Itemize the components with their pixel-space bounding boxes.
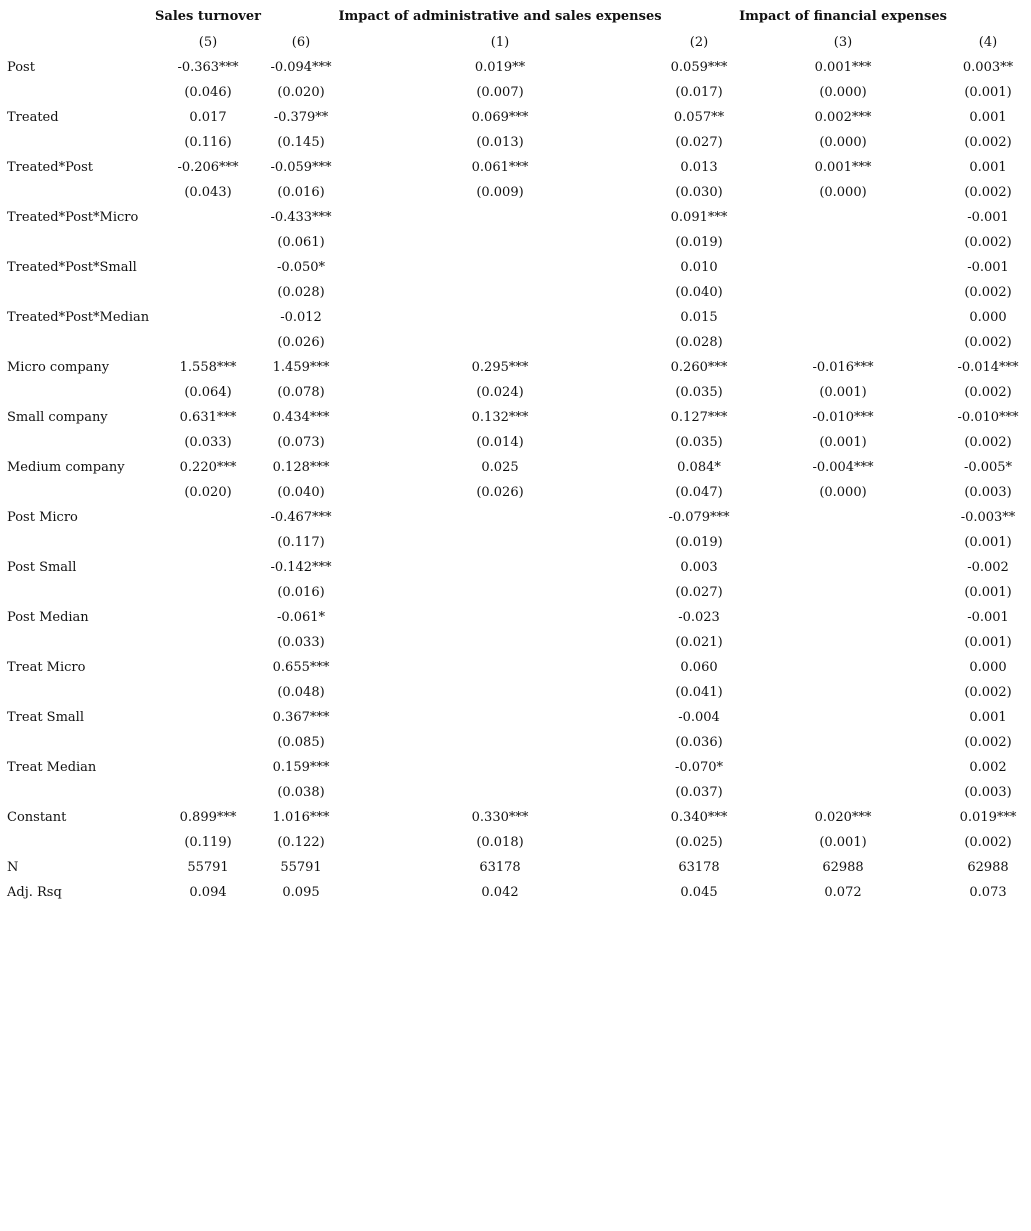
- row-label: Constant: [7, 810, 67, 825]
- table-cell: 0.899***: [179, 810, 237, 825]
- row-label: Post Small: [7, 560, 77, 575]
- table-cell: (0.016): [277, 185, 325, 200]
- table-row-se: [0, 780, 1031, 805]
- table-cell: (0.000): [819, 85, 867, 100]
- table-row: [0, 255, 1031, 280]
- table-cell: 0.001: [969, 110, 1007, 125]
- table-cell: (0.061): [277, 235, 325, 250]
- table-cell: 0.003: [680, 560, 718, 575]
- table-cell: -0.079***: [668, 510, 730, 525]
- table-cell: 0.020***: [814, 810, 872, 825]
- table-row-se: [0, 130, 1031, 155]
- table-cell: -0.070*: [674, 760, 724, 775]
- table-cell: -0.004***: [812, 460, 874, 475]
- table-row-se: [0, 330, 1031, 355]
- table-cell: 55791: [187, 860, 229, 875]
- table-cell: (0.014): [476, 435, 524, 450]
- table-row: [0, 605, 1031, 630]
- table-cell: (0.047): [675, 485, 723, 500]
- column-label: (2): [689, 35, 709, 50]
- table-cell: 0.330***: [471, 810, 529, 825]
- table-cell: (0.122): [277, 835, 325, 850]
- table-cell: 0.010: [680, 260, 718, 275]
- table-cell: (0.033): [184, 435, 232, 450]
- table-cell: (0.002): [964, 435, 1012, 450]
- table-cell: (0.026): [277, 335, 325, 350]
- table-cell: -0.004: [678, 710, 720, 725]
- table-cell: 0.001: [969, 160, 1007, 175]
- table-cell: 0.019***: [959, 810, 1017, 825]
- table-cell: -0.001: [967, 260, 1009, 275]
- table-row: [0, 505, 1031, 530]
- table-cell: 62988: [822, 860, 864, 875]
- table-cell: 1.558***: [179, 360, 237, 375]
- row-label: Treated*Post*Small: [7, 260, 137, 275]
- table-cell: 63178: [479, 860, 521, 875]
- table-cell: (0.002): [964, 385, 1012, 400]
- table-cell: (0.002): [964, 185, 1012, 200]
- header-group-financial-expenses: Impact of financial expenses: [739, 9, 947, 24]
- table-cell: -0.050*: [276, 260, 326, 275]
- table-cell: (0.002): [964, 685, 1012, 700]
- table-row: [0, 455, 1031, 480]
- table-cell: (0.001): [964, 85, 1012, 100]
- table-cell: -0.363***: [177, 60, 239, 75]
- table-cell: (0.013): [476, 135, 524, 150]
- table-cell: 0.001: [969, 710, 1007, 725]
- row-label: Adj. Rsq: [7, 885, 62, 900]
- row-label: Treated*Post: [7, 160, 94, 175]
- table-cell: -0.023: [678, 610, 720, 625]
- table-cell: -0.012: [280, 310, 322, 325]
- table-cell: 0.017: [189, 110, 227, 125]
- table-cell: 0.045: [680, 885, 718, 900]
- table-row-se: [0, 280, 1031, 305]
- table-cell: -0.002: [967, 560, 1009, 575]
- table-cell: (0.064): [184, 385, 232, 400]
- table-cell: 0.295***: [471, 360, 529, 375]
- table-cell: (0.021): [675, 635, 723, 650]
- table-cell: -0.433***: [270, 210, 332, 225]
- table-cell: (0.030): [675, 185, 723, 200]
- row-label: Treat Micro: [7, 660, 86, 675]
- table-row: [0, 805, 1031, 830]
- table-cell: (0.001): [819, 435, 867, 450]
- table-cell: (0.018): [476, 835, 524, 850]
- table-cell: (0.043): [184, 185, 232, 200]
- table-cell: (0.040): [277, 485, 325, 500]
- table-row-se: [0, 530, 1031, 555]
- table-cell: -0.001: [967, 610, 1009, 625]
- table-row: [0, 105, 1031, 130]
- table-cell: 0.000: [969, 310, 1007, 325]
- table-cell: (0.048): [277, 685, 325, 700]
- header-group-admin-sales-expenses: Impact of administrative and sales expenses: [338, 9, 662, 24]
- table-cell: -0.467***: [270, 510, 332, 525]
- table-row-se: [0, 730, 1031, 755]
- row-label: Treated*Post*Micro: [7, 210, 139, 225]
- table-row-se: [0, 80, 1031, 105]
- row-label: Treated*Post*Median: [7, 310, 150, 325]
- table-cell: (0.041): [675, 685, 723, 700]
- table-cell: 1.459***: [272, 360, 330, 375]
- table-cell: -0.142***: [270, 560, 332, 575]
- column-label: (3): [833, 35, 853, 50]
- table-cell: (0.119): [184, 835, 232, 850]
- column-labels-row: [0, 30, 1031, 55]
- column-label: (4): [978, 35, 998, 50]
- table-row-se: [0, 580, 1031, 605]
- table-cell: 0.128***: [272, 460, 330, 475]
- row-label: Post: [7, 60, 35, 75]
- table-cell: 0.631***: [179, 410, 237, 425]
- table-cell: 0.002: [969, 760, 1007, 775]
- table-row-se: [0, 230, 1031, 255]
- table-cell: (0.002): [964, 335, 1012, 350]
- header-group-sales-turnover: Sales turnover: [155, 9, 261, 24]
- row-label: Treat Median: [7, 760, 97, 775]
- table-cell: (0.001): [819, 835, 867, 850]
- table-cell: (0.033): [277, 635, 325, 650]
- table-row: [0, 155, 1031, 180]
- table-cell: 0.001***: [814, 160, 872, 175]
- table-cell: (0.073): [277, 435, 325, 450]
- table-cell: (0.038): [277, 785, 325, 800]
- table-cell: (0.001): [819, 385, 867, 400]
- table-cell: (0.019): [675, 535, 723, 550]
- table-cell: 55791: [280, 860, 322, 875]
- table-row: [0, 205, 1031, 230]
- table-cell: (0.026): [476, 485, 524, 500]
- table-row-se: [0, 830, 1031, 855]
- table-row: [0, 555, 1031, 580]
- table-cell: 0.060: [680, 660, 718, 675]
- table-cell: 0.015: [680, 310, 718, 325]
- table-cell: (0.000): [819, 135, 867, 150]
- table-cell: 0.655***: [272, 660, 330, 675]
- table-cell: (0.002): [964, 735, 1012, 750]
- table-cell: (0.009): [476, 185, 524, 200]
- table-row: [0, 55, 1031, 80]
- table-cell: (0.145): [277, 135, 325, 150]
- table-cell: -0.206***: [177, 160, 239, 175]
- table-cell: 62988: [967, 860, 1009, 875]
- table-cell: 63178: [678, 860, 720, 875]
- table-cell: (0.020): [277, 85, 325, 100]
- table-cell: (0.002): [964, 285, 1012, 300]
- row-label: Post Median: [7, 610, 89, 625]
- table-cell: -0.005*: [963, 460, 1013, 475]
- table-row-se: [0, 430, 1031, 455]
- row-label: Small company: [7, 410, 108, 425]
- table-cell: 0.057**: [673, 110, 725, 125]
- table-cell: (0.001): [964, 585, 1012, 600]
- table-cell: (0.002): [964, 135, 1012, 150]
- table-cell: (0.002): [964, 235, 1012, 250]
- table-cell: 0.434***: [272, 410, 330, 425]
- row-label: N: [7, 860, 19, 875]
- table-cell: (0.007): [476, 85, 524, 100]
- table-cell: 0.059***: [670, 60, 728, 75]
- table-cell: 0.127***: [670, 410, 728, 425]
- table-row: [0, 705, 1031, 730]
- row-label: Micro company: [7, 360, 110, 375]
- row-label: Treated: [7, 110, 59, 125]
- table-cell: -0.059***: [270, 160, 332, 175]
- table-cell: 0.073: [969, 885, 1007, 900]
- table-cell: 0.260***: [670, 360, 728, 375]
- table-cell: -0.003**: [960, 510, 1016, 525]
- table-cell: 0.220***: [179, 460, 237, 475]
- table-row-se: [0, 680, 1031, 705]
- table-cell: (0.024): [476, 385, 524, 400]
- column-label: (5): [198, 35, 218, 50]
- table-cell: (0.117): [277, 535, 325, 550]
- table-row: [0, 355, 1031, 380]
- table-cell: -0.094***: [270, 60, 332, 75]
- row-label: Treat Small: [7, 710, 84, 725]
- table-cell: -0.014***: [957, 360, 1019, 375]
- table-cell: (0.016): [277, 585, 325, 600]
- table-cell: 0.001***: [814, 60, 872, 75]
- table-cell: (0.037): [675, 785, 723, 800]
- table-cell: (0.019): [675, 235, 723, 250]
- table-cell: (0.040): [675, 285, 723, 300]
- table-cell: 0.084*: [677, 460, 721, 475]
- table-cell: -0.061*: [276, 610, 326, 625]
- table-cell: (0.003): [964, 785, 1012, 800]
- table-row-se: [0, 380, 1031, 405]
- table-cell: 0.025: [481, 460, 519, 475]
- table-cell: (0.035): [675, 435, 723, 450]
- table-cell: (0.000): [819, 185, 867, 200]
- table-cell: (0.020): [184, 485, 232, 500]
- table-row: [0, 305, 1031, 330]
- table-cell: 0.340***: [670, 810, 728, 825]
- table-cell: 0.094: [189, 885, 227, 900]
- table-cell: (0.046): [184, 85, 232, 100]
- table-cell: (0.001): [964, 535, 1012, 550]
- table-cell: (0.035): [675, 385, 723, 400]
- table-cell: -0.010***: [957, 410, 1019, 425]
- row-label: Post Micro: [7, 510, 78, 525]
- table-cell: 0.013: [680, 160, 718, 175]
- table-row: [0, 880, 1031, 905]
- table-cell: 1.016***: [272, 810, 330, 825]
- table-cell: (0.116): [184, 135, 232, 150]
- table-cell: (0.027): [675, 585, 723, 600]
- table-cell: 0.000: [969, 660, 1007, 675]
- table-cell: (0.017): [675, 85, 723, 100]
- table-cell: -0.010***: [812, 410, 874, 425]
- table-cell: 0.091***: [670, 210, 728, 225]
- table-cell: (0.027): [675, 135, 723, 150]
- table-cell: -0.016***: [812, 360, 874, 375]
- table-cell: 0.159***: [272, 760, 330, 775]
- table-cell: 0.061***: [471, 160, 529, 175]
- table-cell: 0.069***: [471, 110, 529, 125]
- table-row-se: [0, 630, 1031, 655]
- row-label: Medium company: [7, 460, 125, 475]
- table-cell: 0.132***: [471, 410, 529, 425]
- table-cell: (0.002): [964, 835, 1012, 850]
- table-row-se: [0, 480, 1031, 505]
- table-cell: 0.002***: [814, 110, 872, 125]
- table-cell: (0.085): [277, 735, 325, 750]
- table-cell: (0.078): [277, 385, 325, 400]
- table-cell: -0.001: [967, 210, 1009, 225]
- table-cell: 0.072: [824, 885, 862, 900]
- table-cell: 0.095: [282, 885, 320, 900]
- table-cell: (0.028): [277, 285, 325, 300]
- table-row: [0, 405, 1031, 430]
- table-row: [0, 655, 1031, 680]
- table-cell: (0.036): [675, 735, 723, 750]
- table-cell: 0.367***: [272, 710, 330, 725]
- table-row: [0, 755, 1031, 780]
- table-cell: -0.379**: [273, 110, 329, 125]
- table-cell: (0.003): [964, 485, 1012, 500]
- column-label: (1): [490, 35, 510, 50]
- column-label: (6): [291, 35, 311, 50]
- table-cell: (0.028): [675, 335, 723, 350]
- table-cell: 0.003**: [962, 60, 1014, 75]
- table-cell: (0.001): [964, 635, 1012, 650]
- table-cell: 0.042: [481, 885, 519, 900]
- table-row-se: [0, 180, 1031, 205]
- table-cell: 0.019**: [474, 60, 526, 75]
- table-cell: (0.000): [819, 485, 867, 500]
- table-row: [0, 855, 1031, 880]
- table-cell: (0.025): [675, 835, 723, 850]
